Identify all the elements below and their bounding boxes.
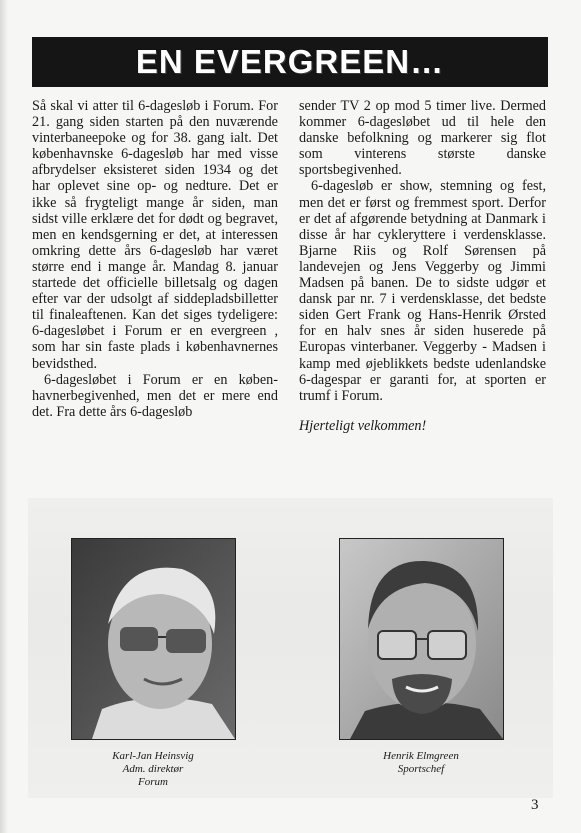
title-banner <box>32 37 548 87</box>
page-number: 3 <box>531 797 539 813</box>
caption-role: Sportschef <box>397 763 445 775</box>
article-paragraph: sender TV 2 op mod 5 timer live. Dermed kommer 6-dagesløbet ud til hele den danske befolkning og markerer sig flot som vinterens største danske sportsbegivenhed. <box>299 98 546 179</box>
portrait-photo-left <box>71 538 236 740</box>
caption-role: Adm. direktør <box>122 763 184 775</box>
page-title: EN EVERGREEN… <box>135 43 445 80</box>
article-paragraph: Så skal vi atter til 6-dagesløb i Forum. For 21. gang siden starten på den nuværende vinterbaneepoke og for 38. gang ialt. Det københavnske 6-dagesløb har med visse afbrydelser eksisteret siden 1934 og det har oplevet sine op- og nedture. Det er ikke så frygteligt mange år siden, man sidst ville erklære det for dødt og begravet, men en kendsgerning er det, at interessen omkring dette års 6-dagesløb har været større end i mange år. Mandag 8. januar startede det officielle billetsalg og dagen efter var der udsolgt af siddepladsbilletter til finaleaftenen. Kan det siges tydeligere: 6-dagesløbet i Forum er en evergreen , som har sin faste plads i københavnernes bevidsthed. <box>32 98 278 372</box>
article-paragraph: 6-dagesløb er show, stemning og fest, men det er først og fremmest sport. Derfor er det af afgørende betydning at Danmark i disse år har cykleryttere i verdensklasse. Bjarne Riis og Rolf Sørensen på landevejen og Jens Veggerby og Jimmi Madsen på banen. De to sidste udgør et dansk par nr. 7 i verdensklasse, det bedste siden Gert Frank og Hans-Henrik Ørsted for en halv snes år siden huserede på Europas vinterbaner. Veggerby - Madsen i kamp med øjeblikkets bedste udenlandske 6-dagespar er garanti for, at sporten er trumf i Forum. <box>299 178 546 404</box>
caption-org: Forum <box>138 776 168 788</box>
photo-caption-right <box>336 750 506 776</box>
caption-name: Karl-Jan Heinsvig <box>112 750 194 762</box>
photo-caption-left <box>68 750 238 789</box>
portrait-photo-right <box>339 538 504 740</box>
portrait-image <box>72 539 235 739</box>
article-column-left <box>32 98 278 420</box>
article-paragraph: 6-dagesløbet i Forum er en københavnerbegivenhed, men det er mere end det. Fra dette års 6-dagesløb <box>32 371 278 420</box>
article-column-right <box>299 98 546 434</box>
portrait-image <box>340 539 503 739</box>
caption-name: Henrik Elmgreen <box>383 750 459 762</box>
greeting: Hjerteligt velkommen! <box>299 417 427 434</box>
page-edge <box>0 0 8 833</box>
